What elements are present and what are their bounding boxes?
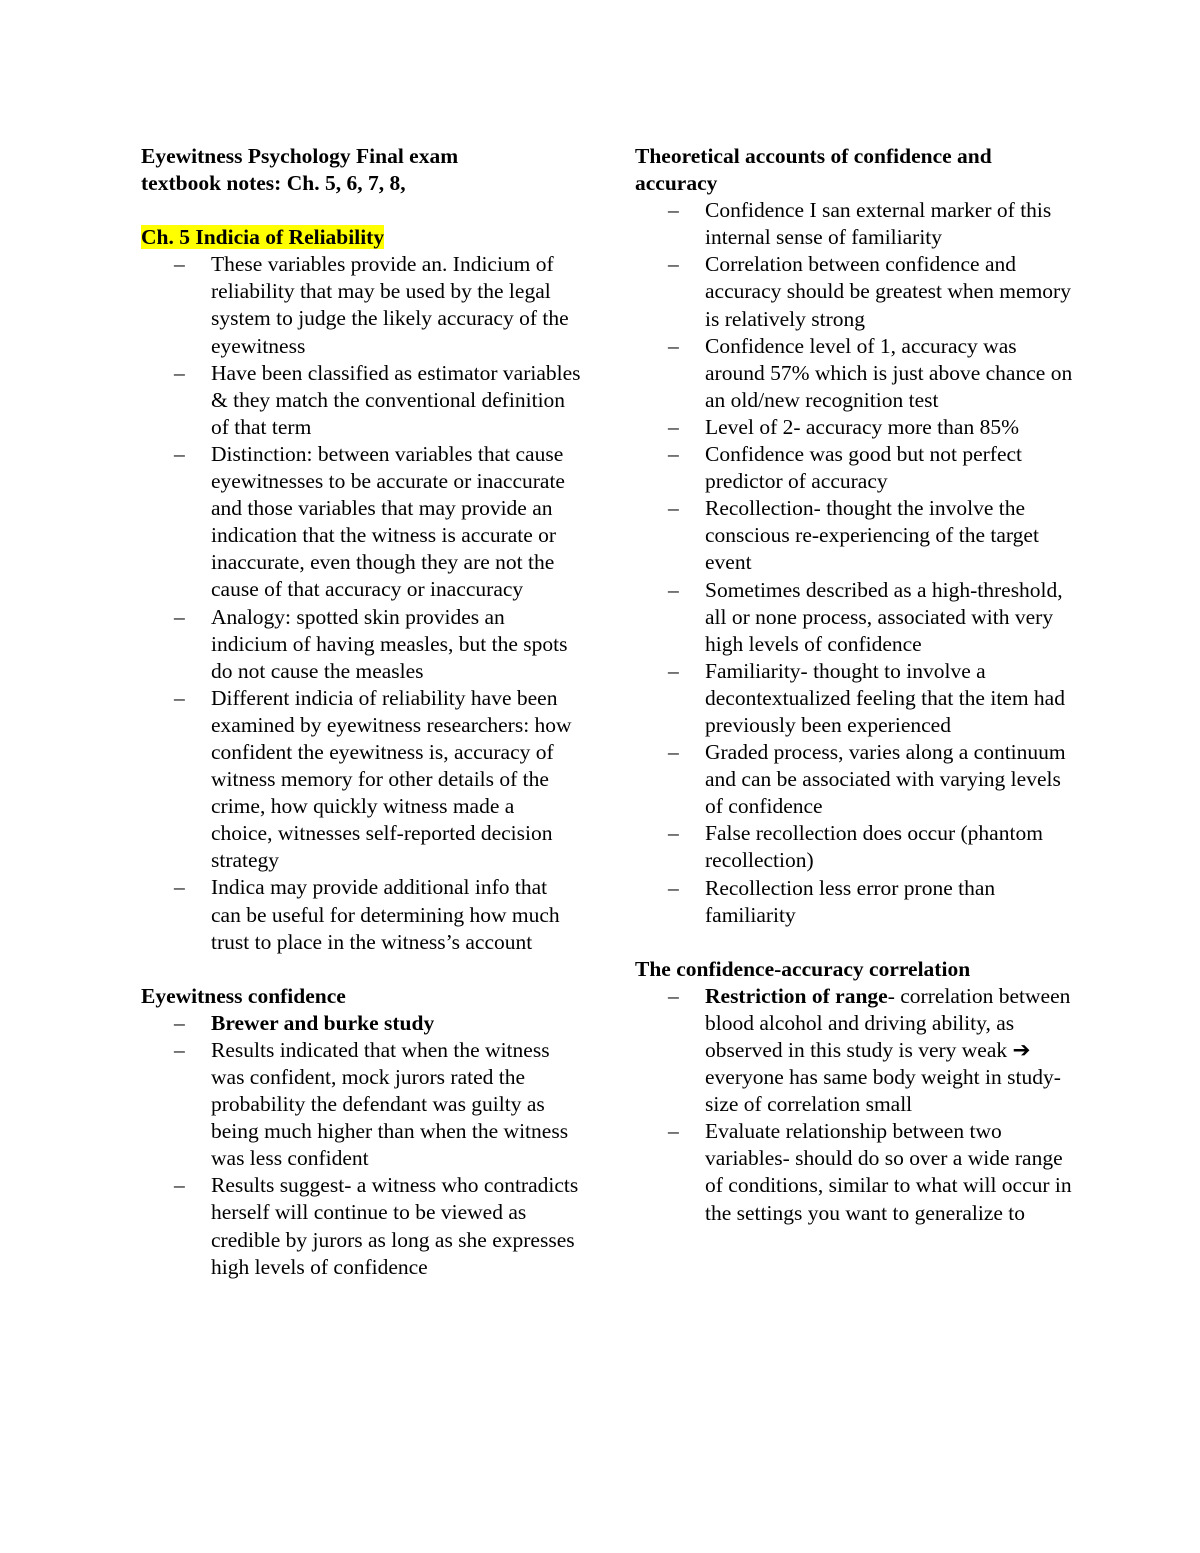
dash-marker: –	[174, 604, 185, 629]
list-item: – Indica may provide additional info that can be useful for determining how much trust to place in the witness’s account	[174, 875, 560, 954]
indicia-section	[141, 224, 581, 956]
theoretical-list	[635, 197, 1075, 929]
correlation-section	[635, 956, 1075, 1227]
document-title	[141, 143, 581, 197]
list-item: – Results indicated that when the witness was confident, mock jurors rated the probability the defendant was guilty as being much higher than when the witness was less confident	[174, 1037, 569, 1171]
dash-marker: –	[174, 685, 185, 710]
section-heading-theoretical: Theoretical accounts of confidence and accuracy	[635, 144, 992, 196]
list-item: – Familiarity- thought to involve a decontextualized feeling that the item had previously been experienced	[668, 658, 1065, 737]
dash-marker: –	[174, 441, 185, 466]
correlation-list	[635, 983, 1075, 1227]
dash-marker: –	[174, 1173, 185, 1198]
dash-marker: –	[174, 1010, 185, 1035]
dash-marker: –	[174, 1037, 185, 1062]
dash-marker: –	[174, 360, 185, 385]
dash-marker: –	[668, 252, 679, 277]
right-column	[635, 143, 1075, 1227]
list-item: – Graded process, varies along a continuum and can be associated with varying levels of confidence	[668, 740, 1066, 819]
dash-marker: –	[668, 442, 679, 467]
dash-marker: –	[668, 577, 679, 602]
title-line-2: textbook notes: Ch. 5, 6, 7, 8,	[141, 171, 406, 196]
arrow-right-icon: ➔	[1012, 1038, 1031, 1062]
dash-marker: –	[174, 875, 185, 900]
dash-marker: –	[668, 821, 679, 846]
list-item: – Evaluate relationship between two variables- should do so over a wide range of conditions, similar to what will occur in the settings you want to generalize to	[668, 1119, 1072, 1225]
dash-marker: –	[668, 333, 679, 358]
list-item: – Restriction of range- correlation between blood alcohol and driving ability, as observed in this study is very weak ➔ everyone has same body weight in study- size of correlation small	[668, 983, 1071, 1117]
list-item: – Recollection less error prone than familiarity	[668, 875, 996, 927]
dash-marker: –	[668, 875, 679, 900]
dash-marker: –	[668, 414, 679, 439]
section-heading-confidence: Eyewitness confidence	[141, 983, 346, 1008]
dash-marker: –	[668, 198, 679, 223]
theoretical-section	[635, 143, 1075, 929]
list-item: – Confidence was good but not perfect predictor of accuracy	[668, 442, 1023, 494]
dash-marker: –	[668, 1119, 679, 1144]
indicia-list	[141, 251, 581, 955]
list-item: – Level of 2- accuracy more than 85%	[635, 414, 1075, 441]
section-heading-correlation: The confidence-accuracy correlation	[635, 956, 971, 981]
dash-marker: –	[668, 983, 679, 1008]
left-column	[141, 143, 581, 1281]
list-item: – False recollection does occur (phantom recollection)	[668, 821, 1043, 873]
restriction-of-range-term: Restriction of range	[705, 983, 888, 1008]
list-item: – Analogy: spotted skin provides an indicium of having measles, but the spots do not cause the measles	[174, 604, 568, 683]
section-heading-indicia: Ch. 5 Indicia of Reliability	[141, 225, 385, 250]
dash-marker: –	[174, 252, 185, 277]
confidence-list	[141, 1010, 581, 1281]
list-item: – Confidence I san external marker of this internal sense of familiarity	[668, 198, 1052, 250]
list-item: – These variables provide an. Indicium of reliability that may be used by the legal system to judge the likely accuracy of the eyewitness	[174, 252, 569, 358]
title-line-1: Eyewitness Psychology Final exam	[141, 144, 459, 168]
list-item: – Different indicia of reliability have been examined by eyewitness researchers: how confident the eyewitness is, accuracy of witness memory for other details of the crime, how quickly witness made a choice, witnesses self-reported decision strategy	[174, 685, 572, 873]
list-item: – Distinction: between variables that cause eyewitnesses to be accurate or inaccurate and those variables that may provide an indication that the witness is accurate or inaccurate, even though they are not the cause of that accuracy or inaccuracy	[174, 441, 565, 602]
list-item: – Recollection- thought the involve the conscious re-experiencing of the target event	[668, 496, 1039, 575]
list-item: – Results suggest- a witness who contradicts herself will continue to be viewed as credible by jurors as long as she expresses high levels of confidence	[174, 1173, 579, 1279]
dash-marker: –	[668, 658, 679, 683]
dash-marker: –	[668, 496, 679, 521]
confidence-section	[141, 983, 581, 1281]
list-item: – Sometimes described as a high-threshold, all or none process, associated with very high levels of confidence	[668, 577, 1063, 656]
list-item: – Brewer and burke study	[141, 1010, 581, 1037]
dash-marker: –	[668, 740, 679, 765]
list-item: – Have been classified as estimator variables & they match the conventional definition of that term	[174, 360, 581, 439]
list-item: – Confidence level of 1, accuracy was around 57% which is just above chance on an old/new recognition test	[668, 333, 1073, 412]
list-item: – Correlation between confidence and accuracy should be greatest when memory is relatively strong	[668, 252, 1071, 331]
